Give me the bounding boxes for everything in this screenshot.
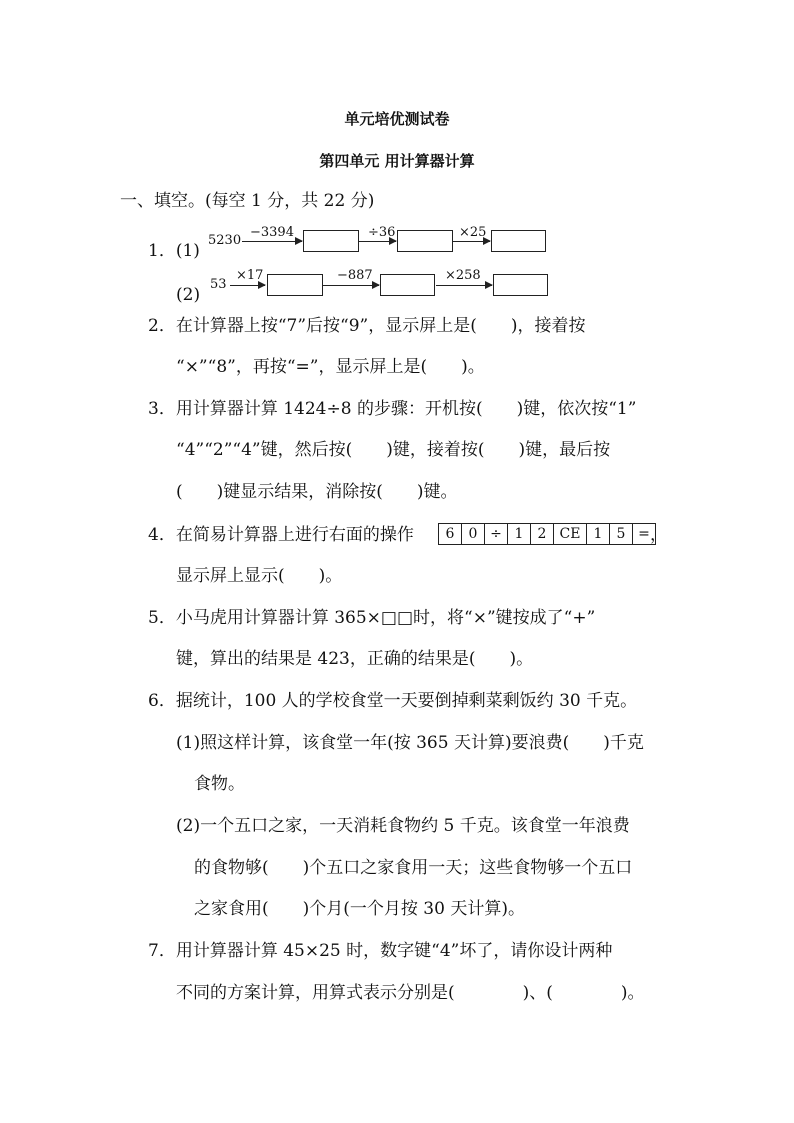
q7-line1: 7．用计算器计算 45×25 时，数字键“4”坏了，请你设计两种 [148, 941, 613, 961]
q7-line2: 不同的方案计算，用算式表示分别是( )、( )。 [176, 983, 645, 1003]
q1-row1-op2: ÷36 [368, 225, 396, 240]
page-title: 单元培优测试卷 [344, 110, 450, 128]
q1-number: 1．(1) [148, 241, 200, 261]
q1-row2-answer-box-2[interactable] [380, 274, 435, 296]
q1-row1-answer-box-3[interactable] [491, 230, 546, 252]
q4-line1: 4．在简易计算器上进行右面的操作 [148, 525, 414, 545]
q1-row2-op3: ×258 [445, 268, 481, 283]
q1-row1-op3: ×25 [459, 225, 487, 240]
q4-key: 0 [462, 524, 485, 544]
q1-row1-start: 5230 [208, 233, 242, 248]
q4-key-sequence [438, 523, 656, 545]
q1-row2-op1: ×17 [236, 268, 264, 283]
q2-line2: “×”“8”，再按“=”，显示屏上是( )。 [176, 357, 485, 377]
q6-line1: 6．据统计，100 人的学校食堂一天要倒掉剩菜剩饭约 30 千克。 [148, 691, 638, 711]
q5-line1: 5．小马虎用计算器计算 365×□□时，将“×”键按成了“+” [148, 608, 596, 628]
q4-tail: ， [650, 525, 667, 545]
q1-row1-answer-box-1[interactable] [303, 230, 359, 252]
q1-row2-answer-box-3[interactable] [493, 274, 548, 296]
q1-row1-op1: −3394 [250, 225, 294, 240]
q6-part2-line1: (2)一个五口之家，一天消耗食物约 5 千克。该食堂一年浪费 [176, 816, 630, 836]
q6-part2-line3: 之家食用( )个月(一个月按 30 天计算)。 [194, 899, 525, 919]
q1-row2-op2: −887 [337, 268, 373, 283]
q1-row2-arrow1 [230, 285, 265, 286]
q4-key: = [638, 526, 650, 542]
q4-key: 1 [508, 524, 531, 544]
q1-row2-arrow2 [323, 285, 379, 286]
q4-key: 1 [587, 524, 610, 544]
q4-key: 6 [439, 524, 462, 544]
q6-part2-line2: 的食物够( )个五口之家食用一天；这些食物够一个五口 [194, 858, 633, 878]
q1-row2-start: 53 [210, 277, 227, 292]
q1-row1-arrow3 [453, 241, 490, 242]
q1-row2-answer-box-1[interactable] [267, 274, 323, 296]
q1-sub2-number: (2) [176, 285, 201, 305]
q5-line2: 键，算出的结果是 423，正确的结果是( )。 [176, 649, 534, 669]
q4-key: ÷ [485, 524, 508, 544]
q2-line1: 2．在计算器上按“7”后按“9”，显示屏上是( )，接着按 [148, 316, 586, 336]
q4-line2: 显示屏上显示( )。 [176, 566, 343, 586]
q6-part1-line2: 食物。 [194, 774, 245, 794]
q4-key: CE [554, 524, 587, 544]
q4-key: 2 [531, 524, 554, 544]
q1-row1-arrow2 [359, 241, 396, 242]
q4-key: 5 [610, 524, 633, 544]
q1-row2-arrow3 [436, 285, 492, 286]
section-heading: 一、填空。(每空 1 分，共 22 分) [120, 191, 375, 211]
unit-subtitle: 第四单元 用计算器计算 [319, 152, 475, 170]
q3-line3: ( )键显示结果，消除按( )键。 [176, 482, 458, 502]
q1-row1-answer-box-2[interactable] [397, 230, 453, 252]
q3-line2: “4”“2”“4”键，然后按( )键，接着按( )键，最后按 [176, 440, 611, 460]
q3-line1: 3．用计算器计算 1424÷8 的步骤：开机按( )键，依次按“1” [148, 399, 637, 419]
q6-part1-line1: (1)照这样计算，该食堂一年(按 365 天计算)要浪费( )千克 [176, 733, 644, 753]
q1-row1-arrow1 [242, 241, 302, 242]
